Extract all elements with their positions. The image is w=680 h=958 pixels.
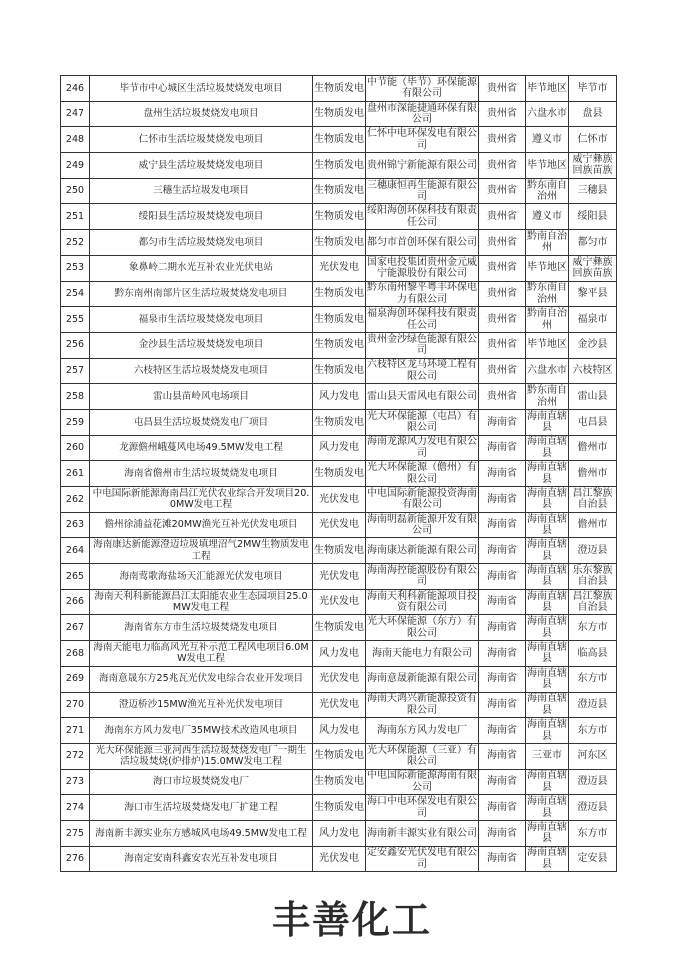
company-cell: 贵州锦宁新能源有限公司 bbox=[366, 153, 479, 179]
project-name-cell: 儋州徐浦益花滩20MW渔光互补光伏发电项目 bbox=[90, 512, 313, 538]
project-name-cell: 中电国际新能源海南昌江光伏农业综合开发项目20.0MW发电工程 bbox=[90, 487, 313, 513]
city-cell: 海南直辖县 bbox=[527, 796, 567, 819]
province-cell: 贵州省 bbox=[479, 76, 526, 102]
table-row bbox=[61, 101, 617, 127]
table-row bbox=[61, 435, 617, 461]
power-type-cell: 风力发电 bbox=[313, 820, 366, 846]
table-row bbox=[61, 795, 617, 821]
company-cell: 仁怀中电环保发电有限公司 bbox=[367, 128, 477, 151]
power-type-cell: 生物质发电 bbox=[313, 743, 366, 769]
province-cell: 贵州省 bbox=[479, 127, 526, 153]
power-type-cell: 光伏发电 bbox=[313, 512, 366, 538]
power-type-cell: 生物质发电 bbox=[313, 409, 366, 435]
row-number-cell: 264 bbox=[61, 538, 90, 564]
power-type-cell: 光伏发电 bbox=[313, 666, 366, 692]
project-name-cell: 海南意晟东方25兆瓦光伏发电综合农业开发项目 bbox=[90, 666, 313, 692]
power-type-cell: 生物质发电 bbox=[313, 76, 366, 102]
table-row bbox=[61, 461, 617, 487]
county-cell: 金沙县 bbox=[569, 332, 617, 358]
project-name-cell: 黔东南州南部片区生活垃圾焚烧发电项目 bbox=[90, 281, 313, 307]
table-row bbox=[61, 204, 617, 230]
project-name-cell: 海南康达新能源澄迈垃圾填埋沼气2MW生物质发电工程 bbox=[90, 538, 313, 564]
city-cell: 黔东南自治州 bbox=[527, 282, 567, 305]
company-cell: 海南东方风力发电厂 bbox=[366, 718, 479, 744]
province-cell: 海南省 bbox=[479, 564, 526, 590]
city-cell: 黔东南自治州 bbox=[527, 179, 567, 203]
row-number-cell: 252 bbox=[61, 230, 90, 256]
project-name-cell: 毕节市中心城区生活垃圾焚烧发电项目 bbox=[90, 76, 313, 102]
table-row bbox=[61, 512, 617, 538]
project-name-cell: 福泉市生活垃圾焚烧发电项目 bbox=[90, 307, 313, 333]
row-number-cell: 260 bbox=[61, 435, 90, 461]
table-row bbox=[61, 846, 617, 872]
power-type-cell: 风力发电 bbox=[313, 641, 366, 667]
row-number-cell: 273 bbox=[61, 769, 90, 795]
power-type-cell: 光伏发电 bbox=[313, 692, 366, 718]
table-row bbox=[61, 178, 617, 204]
company-cell: 海南海控能源股份有限公司 bbox=[367, 564, 477, 588]
table-row bbox=[61, 692, 617, 718]
province-cell: 海南省 bbox=[479, 589, 526, 615]
power-type-cell: 生物质发电 bbox=[313, 461, 366, 487]
table-row bbox=[61, 820, 617, 846]
city-cell: 六盘水市 bbox=[526, 101, 569, 127]
table-row bbox=[61, 564, 617, 590]
city-cell: 六盘水市 bbox=[526, 358, 569, 384]
row-number-cell: 248 bbox=[61, 127, 90, 153]
project-name-cell: 海南定安南科鑫安农光互补发电项目 bbox=[90, 846, 313, 872]
county-cell: 澄迈县 bbox=[569, 769, 617, 795]
city-cell: 遵义市 bbox=[526, 204, 569, 230]
power-type-cell: 生物质发电 bbox=[313, 281, 366, 307]
power-type-cell: 生物质发电 bbox=[313, 204, 366, 230]
city-cell: 海南直辖县 bbox=[527, 590, 567, 614]
company-cell: 绥阳海创环保科技有限责任公司 bbox=[367, 205, 477, 228]
row-number-cell: 272 bbox=[61, 743, 90, 769]
row-number-cell: 276 bbox=[61, 846, 90, 872]
company-cell: 光大环保能源（儋州）有限公司 bbox=[367, 462, 477, 485]
city-cell: 海南直辖县 bbox=[527, 410, 567, 434]
company-cell: 海南天利科新能源项目投资有限公司 bbox=[367, 590, 477, 614]
city-cell: 黔东南自治州 bbox=[527, 385, 567, 408]
watermark: 丰善化工 bbox=[272, 898, 433, 942]
city-cell: 海南直辖县 bbox=[527, 847, 567, 870]
power-type-cell: 光伏发电 bbox=[313, 255, 366, 281]
county-cell: 东方市 bbox=[569, 615, 617, 641]
county-cell: 澄迈县 bbox=[569, 692, 617, 718]
province-cell: 贵州省 bbox=[479, 384, 526, 410]
table-row bbox=[61, 769, 617, 795]
province-cell: 贵州省 bbox=[479, 178, 526, 204]
company-cell: 雷山县天雷风电有限公司 bbox=[366, 384, 479, 410]
table-row bbox=[61, 487, 617, 513]
province-cell: 海南省 bbox=[479, 409, 526, 435]
province-cell: 海南省 bbox=[479, 769, 526, 795]
power-type-cell: 光伏发电 bbox=[313, 564, 366, 590]
company-cell: 海南明磊新能源开发有限公司 bbox=[367, 513, 477, 537]
county-cell: 临高县 bbox=[569, 641, 617, 667]
city-cell: 三亚市 bbox=[526, 743, 569, 769]
company-cell: 中节能（毕节）环保能源有限公司 bbox=[367, 76, 477, 100]
province-cell: 贵州省 bbox=[479, 101, 526, 127]
county-cell: 仁怀市 bbox=[569, 127, 617, 153]
power-type-cell: 风力发电 bbox=[313, 435, 366, 461]
table-row bbox=[61, 615, 617, 641]
row-number-cell: 249 bbox=[61, 153, 90, 179]
province-cell: 海南省 bbox=[479, 538, 526, 564]
table-row bbox=[61, 76, 617, 102]
city-cell: 海南直辖县 bbox=[527, 667, 567, 691]
city-cell: 毕节地区 bbox=[526, 76, 569, 102]
province-cell: 贵州省 bbox=[479, 230, 526, 256]
table-row bbox=[61, 641, 617, 667]
province-cell: 海南省 bbox=[479, 718, 526, 744]
table-row bbox=[61, 255, 617, 281]
province-cell: 海南省 bbox=[479, 461, 526, 487]
province-cell: 海南省 bbox=[479, 435, 526, 461]
province-cell: 贵州省 bbox=[479, 332, 526, 358]
company-cell: 海南意晟新能源有限公司 bbox=[366, 666, 479, 692]
county-cell: 盘县 bbox=[569, 101, 617, 127]
city-cell: 海南直辖县 bbox=[527, 770, 567, 793]
county-cell: 屯昌县 bbox=[569, 409, 617, 435]
row-number-cell: 263 bbox=[61, 512, 90, 538]
project-name-cell: 威宁县生活垃圾焚烧发电项目 bbox=[90, 153, 313, 179]
province-cell: 贵州省 bbox=[479, 255, 526, 281]
project-name-cell: 都匀市生活垃圾焚烧发电项目 bbox=[90, 230, 313, 256]
project-name-cell: 海南东方风力发电厂35MW技术改造风电项目 bbox=[90, 718, 313, 744]
power-type-cell: 生物质发电 bbox=[313, 769, 366, 795]
table-row bbox=[61, 589, 617, 615]
province-cell: 海南省 bbox=[479, 692, 526, 718]
power-type-cell: 生物质发电 bbox=[313, 332, 366, 358]
project-name-cell: 仁怀市生活垃圾焚烧发电项目 bbox=[90, 127, 313, 153]
province-cell: 贵州省 bbox=[479, 358, 526, 384]
project-name-cell: 龙源儋州峨蔓风电场49.5MW发电工程 bbox=[90, 435, 313, 461]
county-cell: 昌江黎族自治县 bbox=[569, 487, 617, 513]
table-row bbox=[61, 332, 617, 358]
row-number-cell: 269 bbox=[61, 666, 90, 692]
row-number-cell: 262 bbox=[61, 487, 90, 513]
county-cell: 威宁彝族回族苗族 bbox=[569, 255, 617, 281]
table-row bbox=[61, 538, 617, 564]
project-name-cell: 三穗生活垃圾发电项目 bbox=[90, 178, 313, 204]
project-name-cell: 六枝特区生活垃圾焚烧发电项目 bbox=[90, 358, 313, 384]
company-cell: 光大环保能源（东方）有限公司 bbox=[367, 616, 477, 639]
row-number-cell: 246 bbox=[61, 76, 90, 102]
city-cell: 海南直辖县 bbox=[527, 487, 567, 511]
power-type-cell: 生物质发电 bbox=[313, 307, 366, 333]
company-cell: 中电国际新能源投资海南有限公司 bbox=[367, 487, 477, 511]
company-cell: 海南龙源风力发电有限公司 bbox=[367, 436, 477, 459]
company-cell: 盘州市深能捷通环保有限公司 bbox=[367, 102, 477, 126]
company-cell: 海南天鸿兴新能源投资有限公司 bbox=[367, 693, 477, 716]
province-cell: 海南省 bbox=[479, 795, 526, 821]
county-cell: 河东区 bbox=[569, 743, 617, 769]
company-cell: 海南新丰源实业有限公司 bbox=[366, 820, 479, 846]
city-cell: 海南直辖县 bbox=[527, 616, 567, 639]
county-cell: 儋州市 bbox=[569, 435, 617, 461]
power-type-cell: 生物质发电 bbox=[313, 615, 366, 641]
power-type-cell: 光伏发电 bbox=[313, 487, 366, 513]
province-cell: 贵州省 bbox=[479, 153, 526, 179]
city-cell: 海南直辖县 bbox=[527, 513, 567, 537]
project-name-cell: 屯昌县生活垃圾焚烧发电厂项目 bbox=[90, 409, 313, 435]
county-cell: 东方市 bbox=[569, 718, 617, 744]
county-cell: 澄迈县 bbox=[569, 538, 617, 564]
city-cell: 遵义市 bbox=[526, 127, 569, 153]
county-cell: 儋州市 bbox=[569, 512, 617, 538]
project-name-cell: 海口市生活垃圾焚烧发电厂扩建工程 bbox=[90, 795, 313, 821]
company-cell: 定安鑫安光伏发电有限公司 bbox=[367, 847, 477, 870]
row-number-cell: 251 bbox=[61, 204, 90, 230]
project-table-body bbox=[61, 76, 617, 872]
table-row bbox=[61, 666, 617, 692]
county-cell: 都匀市 bbox=[569, 230, 617, 256]
company-cell: 海南天能电力有限公司 bbox=[366, 641, 479, 667]
city-cell: 毕节地区 bbox=[526, 332, 569, 358]
power-type-cell: 光伏发电 bbox=[313, 846, 366, 872]
table-row bbox=[61, 718, 617, 744]
company-cell: 光大环保能源（三亚）有限公司 bbox=[367, 744, 477, 768]
row-number-cell: 268 bbox=[61, 641, 90, 667]
row-number-cell: 250 bbox=[61, 178, 90, 204]
county-cell: 六枝特区 bbox=[569, 358, 617, 384]
county-cell: 毕节市 bbox=[569, 76, 617, 102]
county-cell: 定安县 bbox=[569, 846, 617, 872]
company-cell: 六枝特区龙马环境工程有限公司 bbox=[367, 359, 477, 382]
row-number-cell: 265 bbox=[61, 564, 90, 590]
company-cell: 贵州金沙绿色能源有限公司 bbox=[367, 333, 477, 357]
power-type-cell: 生物质发电 bbox=[313, 538, 366, 564]
row-number-cell: 274 bbox=[61, 795, 90, 821]
table-row bbox=[61, 358, 617, 384]
project-name-cell: 海南新丰源实业东方感城风电场49.5MW发电工程 bbox=[90, 820, 313, 846]
province-cell: 海南省 bbox=[479, 666, 526, 692]
power-type-cell: 生物质发电 bbox=[313, 101, 366, 127]
county-cell: 黎平县 bbox=[569, 281, 617, 307]
city-cell: 海南直辖县 bbox=[527, 821, 567, 845]
province-cell: 海南省 bbox=[479, 615, 526, 641]
project-name-cell: 雷山县苗岭风电场项目 bbox=[90, 384, 313, 410]
province-cell: 海南省 bbox=[479, 512, 526, 538]
project-name-cell: 海南省儋州市生活垃圾焚烧发电项目 bbox=[90, 461, 313, 487]
project-name-cell: 象鼻岭二期水光互补农业光伏电站 bbox=[90, 255, 313, 281]
province-cell: 贵州省 bbox=[479, 307, 526, 333]
power-type-cell: 生物质发电 bbox=[313, 230, 366, 256]
power-type-cell: 生物质发电 bbox=[313, 153, 366, 179]
city-cell: 海南直辖县 bbox=[527, 693, 567, 716]
company-cell: 海南康达新能源有限公司 bbox=[366, 538, 479, 564]
county-cell: 威宁彝族回族苗族 bbox=[569, 153, 617, 179]
company-cell: 海口中电环保发电有限公司 bbox=[367, 796, 477, 819]
project-name-cell: 海南莺歌海盐场天汇能源光伏发电项目 bbox=[90, 564, 313, 590]
city-cell: 黔南自治州 bbox=[527, 308, 567, 331]
province-cell: 贵州省 bbox=[479, 281, 526, 307]
row-number-cell: 270 bbox=[61, 692, 90, 718]
table-row bbox=[61, 127, 617, 153]
city-cell: 海南直辖县 bbox=[527, 436, 567, 459]
row-number-cell: 257 bbox=[61, 358, 90, 384]
city-cell: 海南直辖县 bbox=[527, 641, 567, 665]
power-type-cell: 生物质发电 bbox=[313, 795, 366, 821]
county-cell: 东方市 bbox=[569, 820, 617, 846]
project-name-cell: 海南省东方市生活垃圾焚烧发电项目 bbox=[90, 615, 313, 641]
row-number-cell: 271 bbox=[61, 718, 90, 744]
row-number-cell: 253 bbox=[61, 255, 90, 281]
province-cell: 海南省 bbox=[479, 641, 526, 667]
project-table bbox=[60, 75, 617, 872]
company-cell: 光大环保能源（屯昌）有限公司 bbox=[367, 410, 477, 434]
table-row bbox=[61, 230, 617, 256]
table-row bbox=[61, 307, 617, 333]
city-cell: 海南直辖县 bbox=[527, 719, 567, 742]
province-cell: 贵州省 bbox=[479, 204, 526, 230]
project-name-cell: 金沙县生活垃圾焚烧发电项目 bbox=[90, 332, 313, 358]
city-cell: 毕节地区 bbox=[526, 153, 569, 179]
project-name-cell: 海南天能电力临高风光互补示范工程风电项目6.0MW发电工程 bbox=[90, 641, 313, 667]
company-cell: 中电国际新能源海南有限公司 bbox=[367, 770, 477, 793]
city-cell: 海南直辖县 bbox=[527, 539, 567, 562]
power-type-cell: 风力发电 bbox=[313, 384, 366, 410]
row-number-cell: 267 bbox=[61, 615, 90, 641]
project-name-cell: 绥阳县生活垃圾焚烧发电项目 bbox=[90, 204, 313, 230]
company-cell: 都匀市首创环保有限公司 bbox=[366, 230, 479, 256]
province-cell: 海南省 bbox=[479, 743, 526, 769]
county-cell: 绥阳县 bbox=[569, 204, 617, 230]
power-type-cell: 光伏发电 bbox=[313, 589, 366, 615]
row-number-cell: 275 bbox=[61, 820, 90, 846]
power-type-cell: 风力发电 bbox=[313, 718, 366, 744]
county-cell: 乐东黎族自治县 bbox=[569, 564, 617, 590]
project-name-cell: 海口市垃圾焚烧发电厂 bbox=[90, 769, 313, 795]
power-type-cell: 生物质发电 bbox=[313, 178, 366, 204]
county-cell: 雷山县 bbox=[569, 384, 617, 410]
project-name-cell: 海南天利科新能源昌江太阳能农业生态园项目25.0MW发电工程 bbox=[90, 589, 313, 615]
table-row bbox=[61, 281, 617, 307]
row-number-cell: 261 bbox=[61, 461, 90, 487]
project-name-cell: 盘州生活垃圾焚烧发电项目 bbox=[90, 101, 313, 127]
city-cell: 海南直辖县 bbox=[527, 462, 567, 485]
row-number-cell: 258 bbox=[61, 384, 90, 410]
table-row bbox=[61, 384, 617, 410]
company-cell: 三穗康恒再生能源有限公司 bbox=[367, 179, 477, 203]
row-number-cell: 266 bbox=[61, 589, 90, 615]
county-cell: 东方市 bbox=[569, 666, 617, 692]
row-number-cell: 247 bbox=[61, 101, 90, 127]
project-name-cell: 光大环保能源三亚河西生活垃圾焚烧发电厂一期生活垃圾焚烧(炉排炉)15.0MW发电工程 bbox=[90, 743, 313, 769]
province-cell: 海南省 bbox=[479, 846, 526, 872]
table-row bbox=[61, 409, 617, 435]
county-cell: 昌江黎族自治县 bbox=[569, 589, 617, 615]
province-cell: 海南省 bbox=[479, 487, 526, 513]
row-number-cell: 255 bbox=[61, 307, 90, 333]
company-cell: 国家电投集团贵州金元威宁能源股份有限公司 bbox=[367, 256, 477, 280]
power-type-cell: 生物质发电 bbox=[313, 127, 366, 153]
row-number-cell: 256 bbox=[61, 332, 90, 358]
city-cell: 毕节地区 bbox=[526, 255, 569, 281]
company-cell: 福泉海创环保科技有限责任公司 bbox=[367, 308, 477, 331]
row-number-cell: 259 bbox=[61, 409, 90, 435]
county-cell: 福泉市 bbox=[569, 307, 617, 333]
power-type-cell: 生物质发电 bbox=[313, 358, 366, 384]
city-cell: 海南直辖县 bbox=[527, 564, 567, 588]
county-cell: 澄迈县 bbox=[569, 795, 617, 821]
row-number-cell: 254 bbox=[61, 281, 90, 307]
county-cell: 三穗县 bbox=[569, 178, 617, 204]
company-cell: 黔东南州黎平粤丰环保电力有限公司 bbox=[367, 282, 477, 305]
table-row bbox=[61, 743, 617, 769]
table-row bbox=[61, 153, 617, 179]
province-cell: 海南省 bbox=[479, 820, 526, 846]
city-cell: 黔南自治州 bbox=[527, 230, 567, 254]
county-cell: 儋州市 bbox=[569, 461, 617, 487]
project-name-cell: 澄迈桥沙15MW渔光互补光伏发电项目 bbox=[90, 692, 313, 718]
